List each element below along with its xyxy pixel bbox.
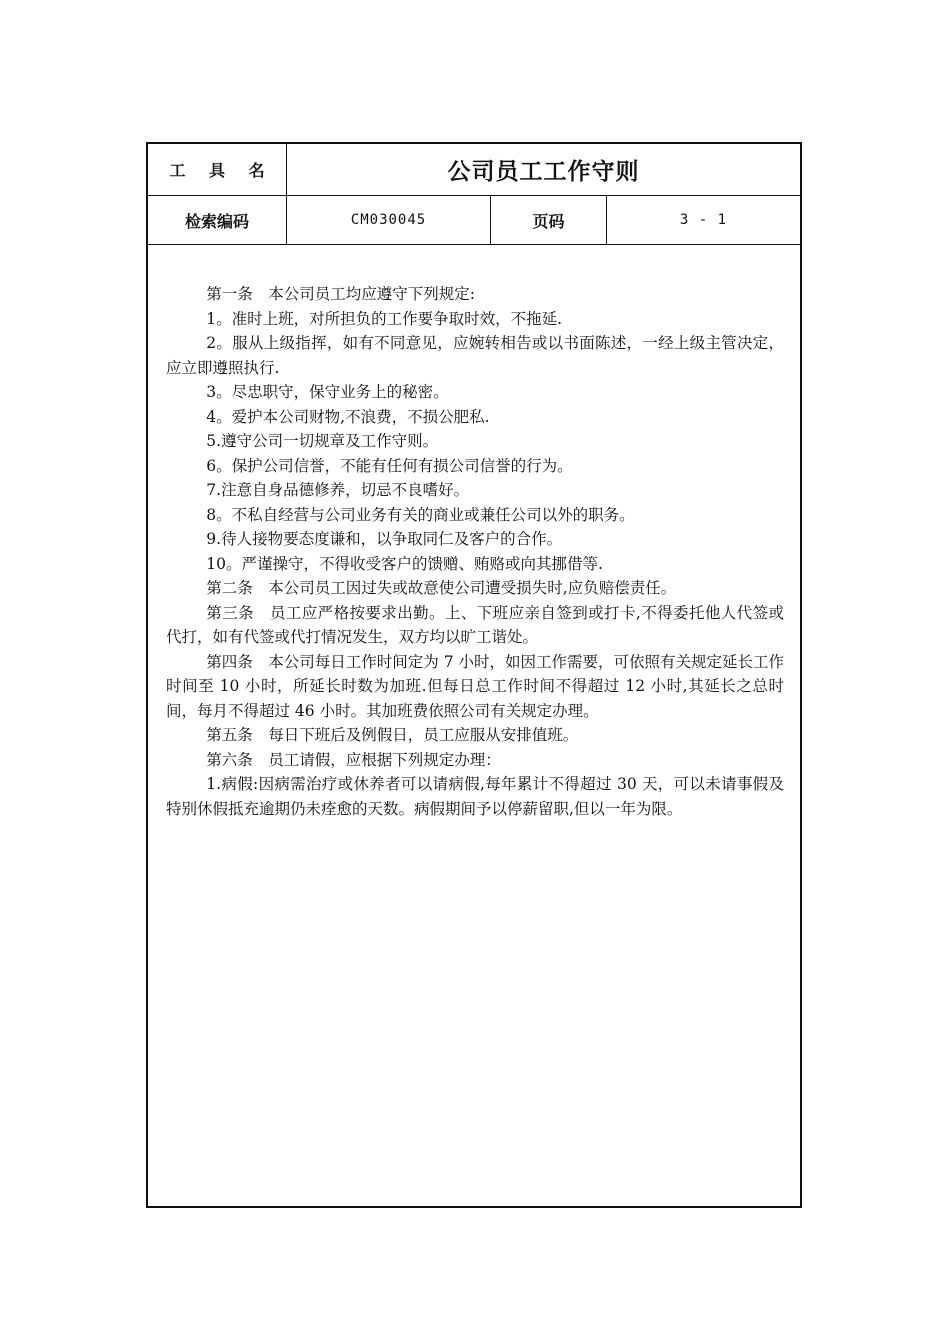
index-code-label-cell [148,196,287,244]
paragraph: 第四条 本公司每日工作时间定为 7 小时，如因工作需要，可依照有关规定延长工作时间至 10 小时，所延长时数为加班.但每日总工作时间不得超过 12 小时,其延长之总时间，每月不得超过 46 小时。其加班费依照公司有关规定办理。 [166,652,785,720]
tool-name-label: 工 具 名 [169,161,274,180]
index-code-label: 检索编码 [184,211,249,231]
document-title: 公司员工工作守则 [447,159,640,185]
paragraph: 4。爱护本公司财物,不浪费，不损公肥私. [206,407,490,426]
paragraph: 6。保护公司信誉，不能有任何有损公司信誉的行为。 [206,456,573,475]
paragraph: 第五条 每日下班后及例假日，员工应服从安排值班。 [206,726,579,744]
header-row-meta [148,196,800,245]
paragraph: 9.待人接物要态度谦和，以争取同仁及客户的合作。 [206,530,563,548]
paragraph: 1.病假:因病需治疗或休养者可以请病假,每年累计不得超过 30 天，可以未请事假及特别休假抵充逾期仍未痊愈的天数。病假期间予以停薪留职,但以一年为限。 [166,775,784,818]
paragraph: 10。严谨操守，不得收受客户的馈赠、贿赂或向其挪借等. [206,554,603,573]
paragraph: 第二条 本公司员工因过失或故意使公司遭受损失时,应负赔偿责任。 [206,579,677,597]
paragraph: 第六条 员工请假，应根据下列规定办理： [206,750,501,769]
page-value: 3 - 1 [679,212,728,228]
page-label: 页码 [532,211,565,231]
index-code-value: CM030045 [350,212,427,228]
paragraph: 1。准时上班，对所担负的工作要争取时效，不拖延. [206,309,563,328]
index-code-value-cell [287,196,491,244]
paragraph: 第一条 本公司员工均应遵守下列规定: [206,285,476,303]
title-cell [287,144,800,195]
page-value-cell [607,196,800,244]
document-body [166,282,784,821]
paragraph: 2。服从上级指挥，如有不同意见，应婉转相告或以书面陈述，一经上级主管决定，应立即遵照执行. [166,334,784,377]
header-row-title [148,144,800,196]
paragraph: 第三条 员工应严格按要求出勤。上、下班应亲自签到或打卡,不得委托他人代签或代打，如有代签或代打情况发生，双方均以旷工谐处。 [166,603,784,646]
paragraph: 8。不私自经营与公司业务有关的商业或兼任公司以外的职务。 [206,505,635,524]
document-frame [146,142,802,1208]
paragraph: 7.注意自身品德修养，切忌不良嗜好。 [206,481,470,499]
page-label-cell [491,196,607,244]
paragraph: 3。尽忠职守，保守业务上的秘密。 [206,383,449,401]
paragraph: 5.遵守公司一切规章及工作守则。 [206,432,439,450]
tool-name-label-cell [148,144,287,195]
